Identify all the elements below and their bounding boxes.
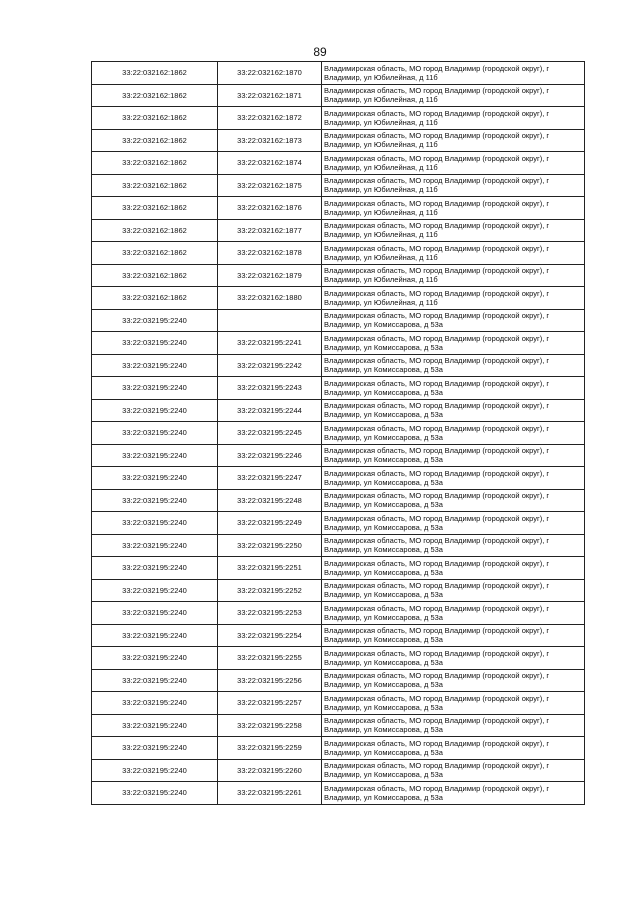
parent-cadastral-number: 33:22:032162:1862 xyxy=(92,62,218,85)
cadastral-number: 33:22:032195:2254 xyxy=(218,624,322,647)
parent-cadastral-number: 33:22:032162:1862 xyxy=(92,219,218,242)
cadastral-number: 33:22:032195:2243 xyxy=(218,377,322,400)
cadastral-number: 33:22:032195:2259 xyxy=(218,737,322,760)
table-row xyxy=(92,377,585,400)
parent-cadastral-number: 33:22:032195:2240 xyxy=(92,444,218,467)
cadastral-number: 33:22:032162:1877 xyxy=(218,219,322,242)
address-cell: Владимирская область, МО город Владимир (городской округ), г Владимир, ул Комиссарова, д 53а xyxy=(322,602,585,625)
parent-cadastral-number: 33:22:032195:2240 xyxy=(92,669,218,692)
parent-cadastral-number: 33:22:032195:2240 xyxy=(92,602,218,625)
table-row xyxy=(92,782,585,805)
cadastral-number: 33:22:032162:1873 xyxy=(218,129,322,152)
cadastral-number: 33:22:032162:1871 xyxy=(218,84,322,107)
address-cell: Владимирская область, МО город Владимир (городской округ), г Владимир, ул Комиссарова, д 53а xyxy=(322,377,585,400)
address-cell: Владимирская область, МО город Владимир (городской округ), г Владимир, ул Комиссарова, д 53а xyxy=(322,444,585,467)
table-row xyxy=(92,534,585,557)
table-row xyxy=(92,512,585,535)
parent-cadastral-number: 33:22:032195:2240 xyxy=(92,332,218,355)
cadastral-number: 33:22:032162:1872 xyxy=(218,107,322,130)
address-cell: Владимирская область, МО город Владимир (городской округ), г Владимир, ул Комиссарова, д 53а xyxy=(322,737,585,760)
cadastral-number: 33:22:032195:2249 xyxy=(218,512,322,535)
table-row xyxy=(92,84,585,107)
cadastral-number: 33:22:032195:2241 xyxy=(218,332,322,355)
cadastral-number: 33:22:032195:2252 xyxy=(218,579,322,602)
table-row xyxy=(92,197,585,220)
address-cell: Владимирская область, МО город Владимир (городской округ), г Владимир, ул Комиссарова, д 53а xyxy=(322,512,585,535)
parent-cadastral-number: 33:22:032195:2240 xyxy=(92,399,218,422)
cadastral-number: 33:22:032195:2246 xyxy=(218,444,322,467)
address-cell: Владимирская область, МО город Владимир (городской округ), г Владимир, ул Комиссарова, д 53а xyxy=(322,557,585,580)
address-cell: Владимирская область, МО город Владимир (городской округ), г Владимир, ул Юбилейная, д 11б xyxy=(322,62,585,85)
table-row xyxy=(92,759,585,782)
cadastral-number: 33:22:032195:2245 xyxy=(218,422,322,445)
address-cell: Владимирская область, МО город Владимир (городской округ), г Владимир, ул Юбилейная, д 11б xyxy=(322,219,585,242)
table-row xyxy=(92,669,585,692)
cadastral-number: 33:22:032195:2251 xyxy=(218,557,322,580)
table-row xyxy=(92,714,585,737)
address-cell: Владимирская область, МО город Владимир (городской округ), г Владимир, ул Юбилейная, д 11б xyxy=(322,287,585,310)
address-cell: Владимирская область, МО город Владимир (городской округ), г Владимир, ул Комиссарова, д 53а xyxy=(322,579,585,602)
parent-cadastral-number: 33:22:032195:2240 xyxy=(92,377,218,400)
address-cell: Владимирская область, МО город Владимир (городской округ), г Владимир, ул Комиссарова, д 53а xyxy=(322,332,585,355)
table-row xyxy=(92,579,585,602)
table-row xyxy=(92,62,585,85)
address-cell: Владимирская область, МО город Владимир (городской округ), г Владимир, ул Комиссарова, д 53а xyxy=(322,467,585,490)
cadastral-number: 33:22:032195:2261 xyxy=(218,782,322,805)
table-row xyxy=(92,399,585,422)
parent-cadastral-number: 33:22:032162:1862 xyxy=(92,107,218,130)
cadastral-number: 33:22:032162:1880 xyxy=(218,287,322,310)
parent-cadastral-number: 33:22:032195:2240 xyxy=(92,737,218,760)
table-row xyxy=(92,129,585,152)
table-body xyxy=(92,62,585,805)
cadastral-number: 33:22:032195:2257 xyxy=(218,692,322,715)
address-cell: Владимирская область, МО город Владимир (городской округ), г Владимир, ул Комиссарова, д 53а xyxy=(322,354,585,377)
parent-cadastral-number: 33:22:032195:2240 xyxy=(92,624,218,647)
parent-cadastral-number: 33:22:032162:1862 xyxy=(92,84,218,107)
table-row xyxy=(92,354,585,377)
parent-cadastral-number: 33:22:032195:2240 xyxy=(92,489,218,512)
address-cell: Владимирская область, МО город Владимир (городской округ), г Владимир, ул Комиссарова, д 53а xyxy=(322,782,585,805)
address-cell: Владимирская область, МО город Владимир (городской округ), г Владимир, ул Комиссарова, д 53а xyxy=(322,309,585,332)
cadastral-number: 33:22:032162:1874 xyxy=(218,152,322,175)
address-cell: Владимирская область, МО город Владимир (городской округ), г Владимир, ул Комиссарова, д 53а xyxy=(322,647,585,670)
parent-cadastral-number: 33:22:032162:1862 xyxy=(92,242,218,265)
cadastral-number: 33:22:032195:2255 xyxy=(218,647,322,670)
parent-cadastral-number: 33:22:032195:2240 xyxy=(92,692,218,715)
address-cell: Владимирская область, МО город Владимир (городской округ), г Владимир, ул Юбилейная, д 11б xyxy=(322,84,585,107)
table-row xyxy=(92,602,585,625)
cadastral-number: 33:22:032195:2260 xyxy=(218,759,322,782)
address-cell: Владимирская область, МО город Владимир (городской округ), г Владимир, ул Юбилейная, д 11б xyxy=(322,107,585,130)
parent-cadastral-number: 33:22:032162:1862 xyxy=(92,197,218,220)
parent-cadastral-number: 33:22:032162:1862 xyxy=(92,152,218,175)
table-row xyxy=(92,242,585,265)
table-row xyxy=(92,489,585,512)
table-row xyxy=(92,332,585,355)
cadastral-number: 33:22:032195:2253 xyxy=(218,602,322,625)
cadastral-number xyxy=(218,309,322,332)
cadastral-number: 33:22:032162:1875 xyxy=(218,174,322,197)
cadastral-number: 33:22:032195:2248 xyxy=(218,489,322,512)
table-row xyxy=(92,624,585,647)
cadastral-number: 33:22:032195:2247 xyxy=(218,467,322,490)
address-cell: Владимирская область, МО город Владимир (городской округ), г Владимир, ул Комиссарова, д 53а xyxy=(322,759,585,782)
parent-cadastral-number: 33:22:032162:1862 xyxy=(92,287,218,310)
table-row xyxy=(92,219,585,242)
parent-cadastral-number: 33:22:032195:2240 xyxy=(92,714,218,737)
table-row xyxy=(92,152,585,175)
parent-cadastral-number: 33:22:032195:2240 xyxy=(92,579,218,602)
address-cell: Владимирская область, МО город Владимир (городской округ), г Владимир, ул Комиссарова, д 53а xyxy=(322,399,585,422)
table-row xyxy=(92,107,585,130)
address-cell: Владимирская область, МО город Владимир (городской округ), г Владимир, ул Комиссарова, д 53а xyxy=(322,422,585,445)
parent-cadastral-number: 33:22:032195:2240 xyxy=(92,534,218,557)
address-cell: Владимирская область, МО город Владимир (городской округ), г Владимир, ул Комиссарова, д 53а xyxy=(322,489,585,512)
parent-cadastral-number: 33:22:032195:2240 xyxy=(92,512,218,535)
table-row xyxy=(92,309,585,332)
address-cell: Владимирская область, МО город Владимир (городской округ), г Владимир, ул Юбилейная, д 11б xyxy=(322,152,585,175)
parent-cadastral-number: 33:22:032162:1862 xyxy=(92,129,218,152)
table-row xyxy=(92,422,585,445)
cadastral-table xyxy=(91,61,585,805)
cadastral-number: 33:22:032195:2250 xyxy=(218,534,322,557)
cadastral-number: 33:22:032162:1870 xyxy=(218,62,322,85)
parent-cadastral-number: 33:22:032162:1862 xyxy=(92,264,218,287)
address-cell: Владимирская область, МО город Владимир (городской округ), г Владимир, ул Комиссарова, д 53а xyxy=(322,624,585,647)
table-row xyxy=(92,647,585,670)
parent-cadastral-number: 33:22:032195:2240 xyxy=(92,759,218,782)
table-row xyxy=(92,557,585,580)
table-row xyxy=(92,174,585,197)
table-row xyxy=(92,467,585,490)
parent-cadastral-number: 33:22:032195:2240 xyxy=(92,647,218,670)
address-cell: Владимирская область, МО город Владимир (городской округ), г Владимир, ул Юбилейная, д 11б xyxy=(322,264,585,287)
cadastral-number: 33:22:032162:1879 xyxy=(218,264,322,287)
page-number: 89 xyxy=(313,45,327,59)
address-cell: Владимирская область, МО город Владимир (городской округ), г Владимир, ул Юбилейная, д 11б xyxy=(322,174,585,197)
cadastral-number: 33:22:032195:2242 xyxy=(218,354,322,377)
address-cell: Владимирская область, МО город Владимир (городской округ), г Владимир, ул Комиссарова, д 53а xyxy=(322,714,585,737)
table-row xyxy=(92,737,585,760)
parent-cadastral-number: 33:22:032195:2240 xyxy=(92,467,218,490)
address-cell: Владимирская область, МО город Владимир (городской округ), г Владимир, ул Юбилейная, д 11б xyxy=(322,129,585,152)
address-cell: Владимирская область, МО город Владимир (городской округ), г Владимир, ул Юбилейная, д 11б xyxy=(322,242,585,265)
parent-cadastral-number: 33:22:032195:2240 xyxy=(92,309,218,332)
parent-cadastral-number: 33:22:032195:2240 xyxy=(92,557,218,580)
address-cell: Владимирская область, МО город Владимир (городской округ), г Владимир, ул Комиссарова, д 53а xyxy=(322,534,585,557)
table-row xyxy=(92,444,585,467)
parent-cadastral-number: 33:22:032195:2240 xyxy=(92,782,218,805)
address-cell: Владимирская область, МО город Владимир (городской округ), г Владимир, ул Юбилейная, д 11б xyxy=(322,197,585,220)
cadastral-number: 33:22:032195:2258 xyxy=(218,714,322,737)
cadastral-number: 33:22:032195:2256 xyxy=(218,669,322,692)
cadastral-number: 33:22:032162:1878 xyxy=(218,242,322,265)
parent-cadastral-number: 33:22:032195:2240 xyxy=(92,422,218,445)
cadastral-number: 33:22:032195:2244 xyxy=(218,399,322,422)
parent-cadastral-number: 33:22:032195:2240 xyxy=(92,354,218,377)
cadastral-number: 33:22:032162:1876 xyxy=(218,197,322,220)
table-row xyxy=(92,692,585,715)
table-row xyxy=(92,287,585,310)
address-cell: Владимирская область, МО город Владимир (городской округ), г Владимир, ул Комиссарова, д 53а xyxy=(322,669,585,692)
address-cell: Владимирская область, МО город Владимир (городской округ), г Владимир, ул Комиссарова, д 53а xyxy=(322,692,585,715)
table-row xyxy=(92,264,585,287)
parent-cadastral-number: 33:22:032162:1862 xyxy=(92,174,218,197)
